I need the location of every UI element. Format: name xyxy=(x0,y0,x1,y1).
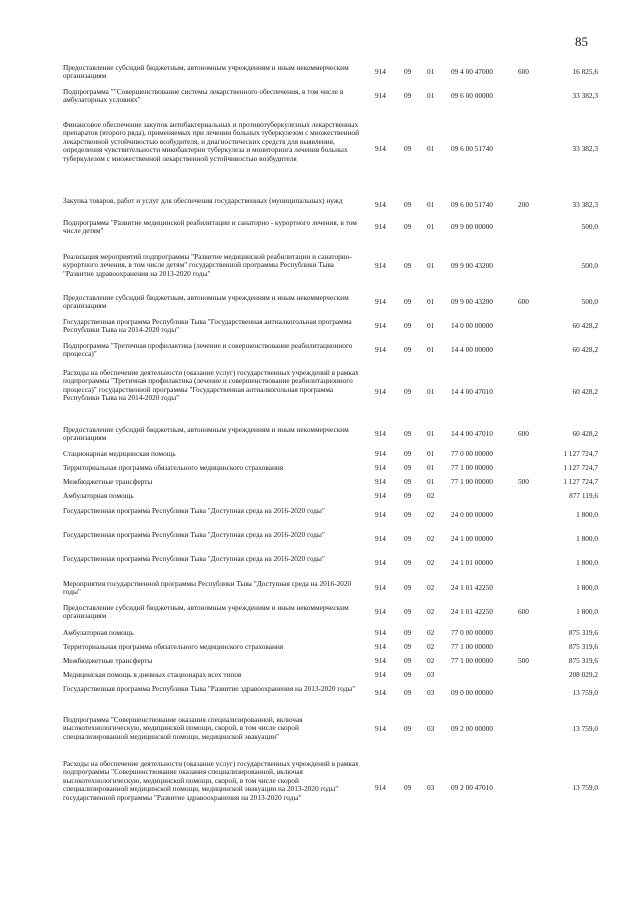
row-section-code: 09 xyxy=(404,628,412,637)
row-description: Расходы на обеспечение деятельности (оказание услуг) государственных учреждений в рамках подпрограммы "Третичная профилактика (лечение и совершенствование реабилитационного процесса)" государственной программы "Государственная антиалкогольная программа Республики Тыва на 2014-2020 годы" xyxy=(63,368,359,403)
row-section-code: 09 xyxy=(404,387,412,396)
row-description: Предоставление субсидий бюджетным, автономным учреждениям и иным некоммерческим организациям xyxy=(63,425,349,443)
row-target-article: 09 9 00 43200 xyxy=(451,297,493,306)
row-target-article: 77 0 00 00000 xyxy=(451,449,493,458)
row-admin-code: 914 xyxy=(375,297,386,306)
row-amount: 60 428,2 xyxy=(572,345,598,354)
row-subsection-code: 03 xyxy=(427,783,435,792)
row-target-article: 24 0 00 00000 xyxy=(451,510,493,519)
row-section-code: 09 xyxy=(404,144,412,153)
row-admin-code: 914 xyxy=(375,642,386,651)
row-target-article: 09 9 00 00000 xyxy=(451,222,493,231)
row-subsection-code: 01 xyxy=(427,387,435,396)
row-amount: 875 319,6 xyxy=(568,642,598,651)
row-subsection-code: 02 xyxy=(427,628,435,637)
row-subsection-code: 03 xyxy=(427,670,435,679)
row-admin-code: 914 xyxy=(375,491,386,500)
row-target-article: 09 6 00 00000 xyxy=(451,91,493,100)
row-section-code: 09 xyxy=(404,200,412,209)
row-subsection-code: 02 xyxy=(427,534,435,543)
row-admin-code: 914 xyxy=(375,144,386,153)
row-description: Подпрограмма ""Совершенствование системы лекарственного обеспечения, в том числе в амбулаторных условиях" xyxy=(63,87,344,105)
row-subsection-code: 02 xyxy=(427,510,435,519)
row-description: Государственная программа Республики Тыва "Доступная среда на 2016-2020 годы" xyxy=(63,554,325,563)
row-target-article: 24 1 01 42250 xyxy=(451,583,493,592)
row-amount: 33 382,3 xyxy=(572,91,598,100)
row-section-code: 09 xyxy=(404,261,412,270)
row-section-code: 09 xyxy=(404,607,412,616)
row-subsection-code: 02 xyxy=(427,491,435,500)
row-section-code: 09 xyxy=(404,222,412,231)
row-amount: 16 825,6 xyxy=(572,67,598,76)
row-target-article: 14 4 00 00000 xyxy=(451,345,493,354)
row-target-article: 14 4 00 47010 xyxy=(451,387,493,396)
row-section-code: 09 xyxy=(404,463,412,472)
row-admin-code: 914 xyxy=(375,477,386,486)
row-subsection-code: 01 xyxy=(427,200,435,209)
row-target-article: 09 6 00 51740 xyxy=(451,144,493,153)
row-target-article: 77 1 00 00000 xyxy=(451,463,493,472)
row-subsection-code: 01 xyxy=(427,91,435,100)
row-subsection-code: 01 xyxy=(427,345,435,354)
row-admin-code: 914 xyxy=(375,670,386,679)
row-section-code: 09 xyxy=(404,656,412,665)
row-amount: 500,0 xyxy=(581,222,598,231)
row-amount: 1 800,0 xyxy=(576,583,598,592)
row-subsection-code: 01 xyxy=(427,429,435,438)
row-target-article: 24 1 01 42250 xyxy=(451,607,493,616)
row-expense-type: 600 xyxy=(518,67,529,76)
row-section-code: 09 xyxy=(404,67,412,76)
row-admin-code: 914 xyxy=(375,222,386,231)
row-admin-code: 914 xyxy=(375,558,386,567)
row-target-article: 14 4 00 47010 xyxy=(451,429,493,438)
row-amount: 875 319,6 xyxy=(568,628,598,637)
row-section-code: 09 xyxy=(404,91,412,100)
row-subsection-code: 01 xyxy=(427,449,435,458)
row-description: Амбулаторная помощь xyxy=(63,628,134,637)
row-target-article: 77 1 00 00000 xyxy=(451,656,493,665)
row-target-article: 09 9 00 43200 xyxy=(451,261,493,270)
row-subsection-code: 01 xyxy=(427,261,435,270)
row-admin-code: 914 xyxy=(375,724,386,733)
row-description: Реализация мероприятий подпрограммы "Развитие медицинской реабилитации и санаторно-курортного лечения, в том числе детям" государственной программы Республики Тыва "Развитие здравоохранения на 2013-2020 годы" xyxy=(63,252,352,278)
row-target-article: 77 1 00 00000 xyxy=(451,477,493,486)
row-subsection-code: 03 xyxy=(427,688,435,697)
row-subsection-code: 02 xyxy=(427,607,435,616)
row-subsection-code: 02 xyxy=(427,642,435,651)
row-target-article: 09 2 00 00000 xyxy=(451,724,493,733)
row-description: Территориальная программа обязательного медицинского страхования xyxy=(63,463,284,472)
row-description: Подпрограмма "Совершенствование оказания специализированной, включая высокотехнологическую, медицинской помощи, скорой, в том числе скорой специализированной медицинской помощи, медицинской эвакуации" xyxy=(63,715,303,741)
row-section-code: 09 xyxy=(404,477,412,486)
row-admin-code: 914 xyxy=(375,628,386,637)
row-subsection-code: 02 xyxy=(427,583,435,592)
row-target-article: 09 6 00 51740 xyxy=(451,200,493,209)
row-expense-type: 600 xyxy=(518,297,529,306)
row-subsection-code: 01 xyxy=(427,144,435,153)
row-amount: 13 759,0 xyxy=(572,724,598,733)
row-admin-code: 914 xyxy=(375,463,386,472)
row-admin-code: 914 xyxy=(375,200,386,209)
row-section-code: 09 xyxy=(404,558,412,567)
row-amount: 1 127 724,7 xyxy=(563,449,598,458)
row-admin-code: 914 xyxy=(375,510,386,519)
row-section-code: 09 xyxy=(404,510,412,519)
row-subsection-code: 01 xyxy=(427,463,435,472)
row-target-article: 09 0 00 00000 xyxy=(451,688,493,697)
row-subsection-code: 03 xyxy=(427,724,435,733)
row-admin-code: 914 xyxy=(375,607,386,616)
row-target-article: 24 1 00 00000 xyxy=(451,534,493,543)
row-admin-code: 914 xyxy=(375,67,386,76)
row-target-article: 24 1 01 00000 xyxy=(451,558,493,567)
row-section-code: 09 xyxy=(404,642,412,651)
row-description: Расходы на обеспечение деятельности (оказание услуг) государственных учреждений в рамках подпрограммы "Совершенствование оказания специализированной, включая высокотехнологическую, медицинской помощи, скорой, в том числе скорой специализированной медицинской помощи, медицинской эвакуации на 2013-2020 годы" государственной программы "Развитие здравоохранения на 2013-2020 годы" xyxy=(63,759,359,802)
row-amount: 60 428,2 xyxy=(572,321,598,330)
row-description: Закупка товаров, работ и услуг для обеспечения государственных (муниципальных) нужд xyxy=(63,196,343,205)
row-admin-code: 914 xyxy=(375,387,386,396)
row-subsection-code: 01 xyxy=(427,321,435,330)
row-section-code: 09 xyxy=(404,688,412,697)
row-target-article: 09 4 00 47000 xyxy=(451,67,493,76)
row-description: Подпрограмма "Развитие медицинской реабилитации и санаторно - курортного лечения, в том числе детям" xyxy=(63,218,357,236)
row-amount: 1 800,0 xyxy=(576,607,598,616)
row-admin-code: 914 xyxy=(375,91,386,100)
row-description: Подпрограмма "Третичная профилактика (лечение и совершенствование реабилитационного процесса)" xyxy=(63,341,353,359)
row-section-code: 09 xyxy=(404,449,412,458)
row-description: Стационарная медицинская помощь xyxy=(63,449,176,458)
row-amount: 60 428,2 xyxy=(572,429,598,438)
row-admin-code: 914 xyxy=(375,534,386,543)
row-amount: 500,0 xyxy=(581,297,598,306)
row-description: Предоставление субсидий бюджетным, автономным учреждениям и иным некоммерческим организациям xyxy=(63,293,349,311)
row-description: Межбюджетные трансферты xyxy=(63,656,153,665)
row-amount: 13 759,0 xyxy=(572,783,598,792)
row-description: Амбулаторная помощь xyxy=(63,491,134,500)
row-subsection-code: 02 xyxy=(427,656,435,665)
row-admin-code: 914 xyxy=(375,783,386,792)
row-section-code: 09 xyxy=(404,321,412,330)
row-amount: 208 029,2 xyxy=(568,670,598,679)
row-description: Государственная программа Республики Тыва "Доступная среда на 2016-2020 годы" xyxy=(63,506,325,515)
row-target-article: 77 1 00 00000 xyxy=(451,642,493,651)
row-subsection-code: 01 xyxy=(427,67,435,76)
row-admin-code: 914 xyxy=(375,656,386,665)
row-target-article: 77 0 00 00000 xyxy=(451,628,493,637)
row-admin-code: 914 xyxy=(375,583,386,592)
row-description: Предоставление субсидий бюджетным, автономным учреждениям и иным некоммерческим организациям xyxy=(63,63,349,81)
row-section-code: 09 xyxy=(404,297,412,306)
row-expense-type: 500 xyxy=(518,656,529,665)
row-target-article: 14 0 00 00000 xyxy=(451,321,493,330)
row-amount: 500,0 xyxy=(581,261,598,270)
row-section-code: 09 xyxy=(404,534,412,543)
row-section-code: 09 xyxy=(404,583,412,592)
row-amount: 13 759,0 xyxy=(572,688,598,697)
row-section-code: 09 xyxy=(404,429,412,438)
row-amount: 1 127 724,7 xyxy=(563,463,598,472)
row-expense-type: 500 xyxy=(518,477,529,486)
row-admin-code: 914 xyxy=(375,345,386,354)
row-amount: 60 428,2 xyxy=(572,387,598,396)
row-description: Государственная программа Республики Тыва "Доступная среда на 2016-2020 годы" xyxy=(63,530,325,539)
row-amount: 33 382,3 xyxy=(572,200,598,209)
row-amount: 1 127 724,7 xyxy=(563,477,598,486)
row-section-code: 09 xyxy=(404,491,412,500)
row-description: Межбюджетные трансферты xyxy=(63,477,153,486)
row-description: Предоставление субсидий бюджетным, автономным учреждениям и иным некоммерческим организациям xyxy=(63,603,349,621)
row-amount: 877 119,6 xyxy=(569,491,598,500)
row-admin-code: 914 xyxy=(375,429,386,438)
row-amount: 1 800,0 xyxy=(576,534,598,543)
page-number: 85 xyxy=(575,34,588,49)
row-subsection-code: 01 xyxy=(427,297,435,306)
row-target-article: 09 2 00 47010 xyxy=(451,783,493,792)
row-subsection-code: 01 xyxy=(427,477,435,486)
row-description: Финансовое обеспечение закупок антибактериальных и противотуберкулезных лекарственных препаратов (второго ряда), применяемых при лечении больных туберкулезом с множественной лекарственной устойчивостью возбудителя, и диагностических средств для выявления, определения чувствительности микобактерии туберкулеза и мониторинга лечения больных туберкулезом с множественной лекарственной устойчивостью возбудителя xyxy=(63,120,359,163)
row-subsection-code: 01 xyxy=(427,222,435,231)
row-subsection-code: 02 xyxy=(427,558,435,567)
row-amount: 33 382,3 xyxy=(572,144,598,153)
row-admin-code: 914 xyxy=(375,261,386,270)
row-admin-code: 914 xyxy=(375,688,386,697)
row-expense-type: 600 xyxy=(518,607,529,616)
row-section-code: 09 xyxy=(404,345,412,354)
row-expense-type: 200 xyxy=(518,200,529,209)
row-amount: 1 800,0 xyxy=(576,558,598,567)
row-description: Государственная программа Республики Тыва "Развитие здравоохранения на 2013-2020 годы" xyxy=(63,684,356,693)
row-description: Государственная программа Республики Тыва "Государственная антиалкогольная программа Республики Тыва на 2014-2020 годы" xyxy=(63,317,352,335)
row-section-code: 09 xyxy=(404,670,412,679)
row-amount: 875 319,6 xyxy=(568,656,598,665)
row-amount: 1 800,0 xyxy=(576,510,598,519)
row-section-code: 09 xyxy=(404,724,412,733)
row-description: Мероприятия государственной программы Республики Тыва "Доступная среда на 2016-2020 годы" xyxy=(63,579,352,597)
row-admin-code: 914 xyxy=(375,321,386,330)
row-description: Территориальная программа обязательного медицинского страхования xyxy=(63,642,284,651)
row-admin-code: 914 xyxy=(375,449,386,458)
row-section-code: 09 xyxy=(404,783,412,792)
row-expense-type: 600 xyxy=(518,429,529,438)
row-description: Медицинская помощь в дневных стационарах всех типов xyxy=(63,670,242,679)
